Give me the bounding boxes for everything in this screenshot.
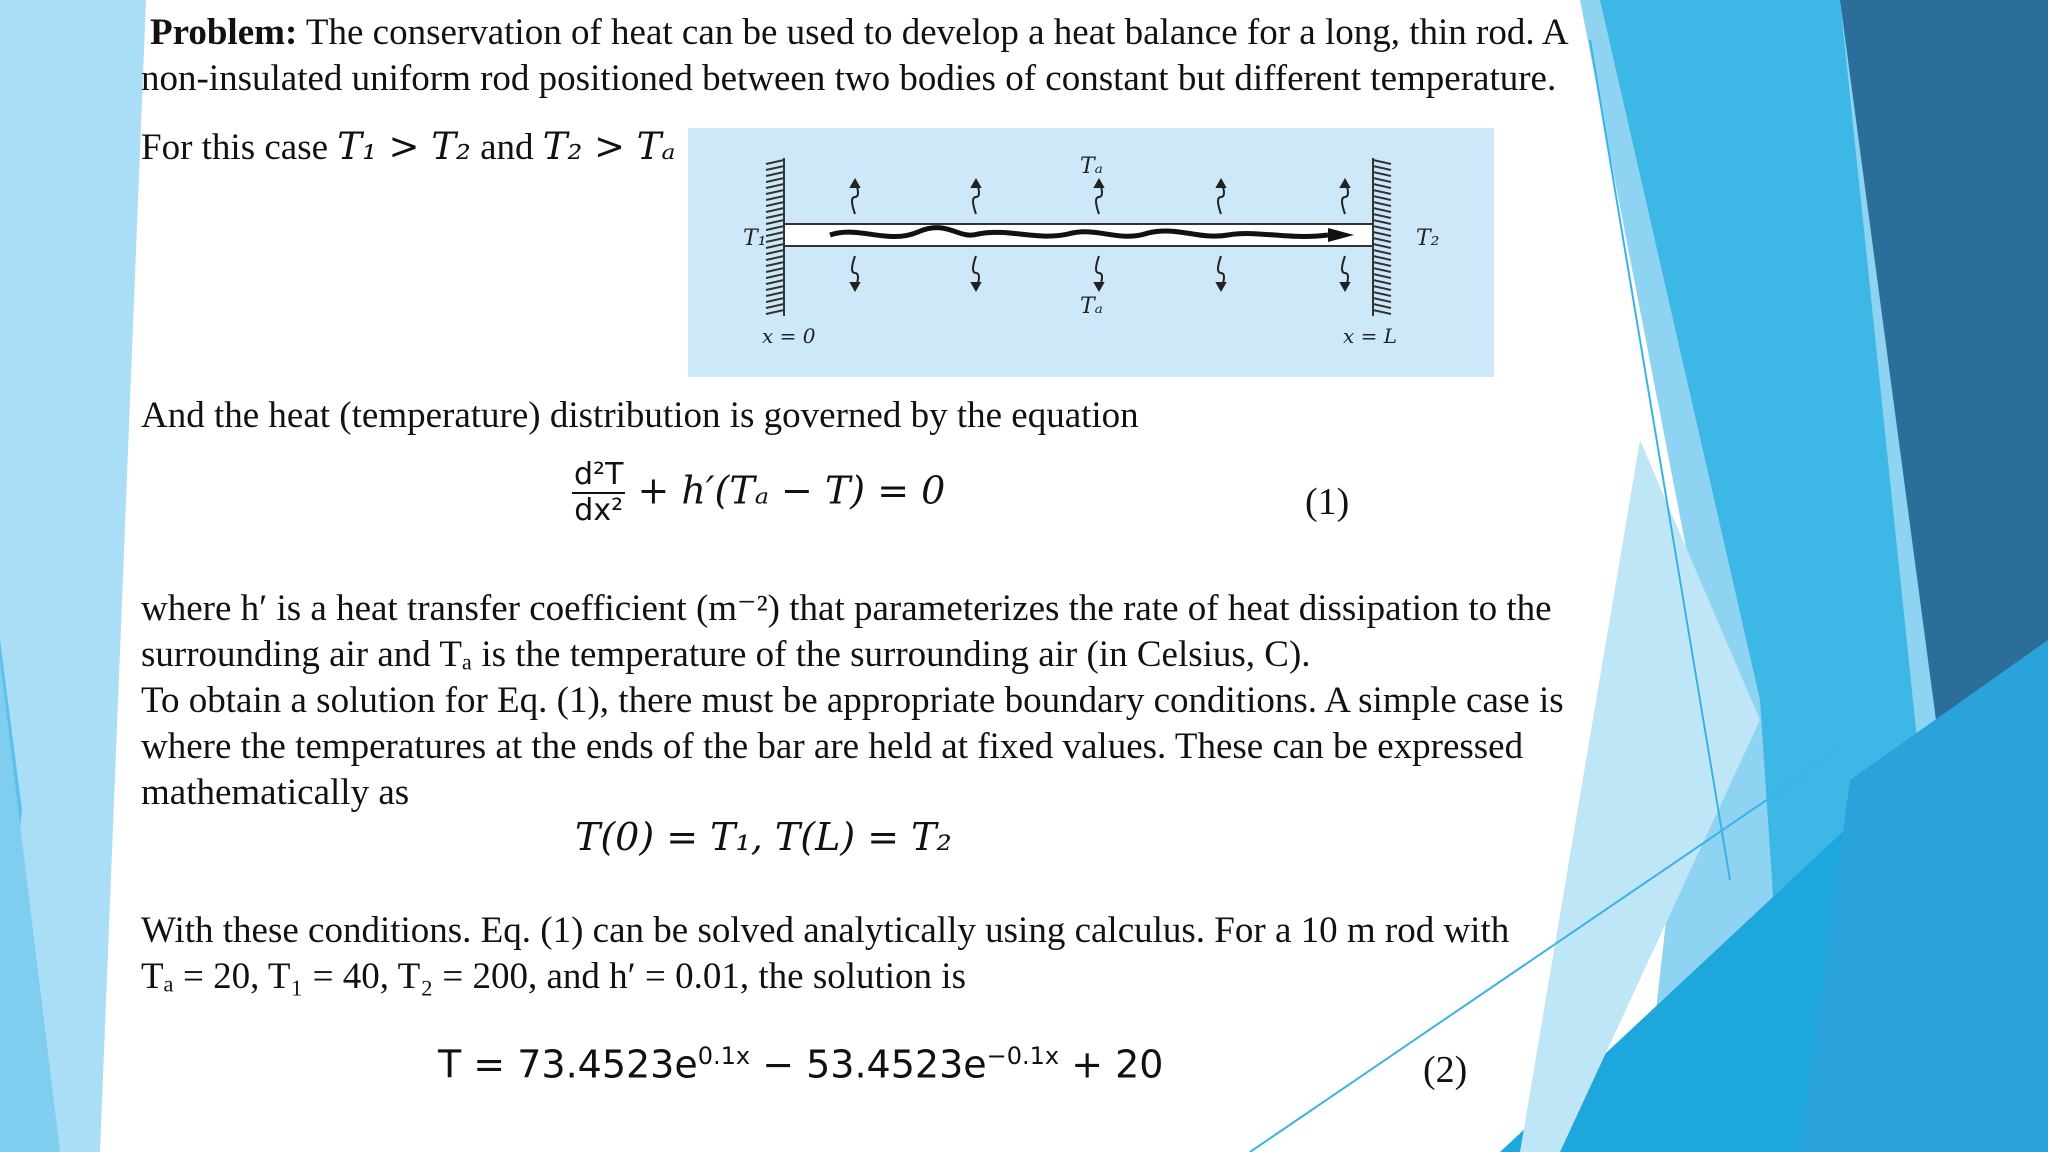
- eq1-fraction: [572, 458, 625, 528]
- problem-label: Problem:: [150, 12, 298, 53]
- wall-hatch-line: [766, 190, 784, 194]
- wall-hatch-line: [766, 160, 784, 164]
- wall-hatch-line: [766, 256, 784, 260]
- wall-hatch-line: [1373, 172, 1391, 176]
- equation-2-number: (2): [1423, 1049, 1468, 1091]
- wall-hatch-line: [1373, 202, 1391, 206]
- label-T1: T₁: [743, 226, 767, 251]
- wall-hatch-line: [1373, 178, 1391, 182]
- wall-hatch-line: [766, 292, 784, 296]
- label-x0: x = 0: [762, 324, 816, 348]
- wall-hatch-line: [1373, 232, 1391, 236]
- wall-hatch-line: [766, 232, 784, 236]
- wall-hatch-line: [1373, 256, 1391, 260]
- boundary-equation: T(0) = T₁, T(L) = T₂: [575, 815, 952, 859]
- case-line: [141, 124, 675, 171]
- left-wall: [766, 158, 784, 316]
- wall-hatch-line: [1373, 274, 1391, 278]
- label-xL: x = L: [1343, 324, 1398, 348]
- where-line-1: where h′ is a heat transfer coefficient (m⁻²) that parameterizes the rate of heat dissipation to the: [141, 588, 1552, 629]
- wall-hatch-line: [1373, 280, 1391, 284]
- where-line-5: mathematically as: [141, 772, 410, 813]
- wall-hatch-line: [1373, 214, 1391, 218]
- wall-hatch-line: [766, 268, 784, 272]
- wall-hatch-line: [1373, 304, 1391, 308]
- eq2-part-1: T = 73.4523e: [438, 1042, 698, 1087]
- wall-hatch-line: [766, 208, 784, 212]
- wall-hatch-line: [1373, 262, 1391, 266]
- wall-hatch-line: [766, 196, 784, 200]
- eq2-exponent-1: 0.1x: [697, 1042, 751, 1070]
- wall-hatch-line: [1373, 250, 1391, 254]
- wall-hatch-line: [1373, 238, 1391, 242]
- label-Ta-bottom: Tₐ: [1080, 294, 1103, 319]
- convection-arrowhead: [1095, 283, 1103, 290]
- wall-hatch-line: [766, 214, 784, 218]
- wall-hatch-line: [766, 304, 784, 308]
- wall-hatch-line: [766, 178, 784, 182]
- wall-hatch-line: [1373, 286, 1391, 290]
- convection-arrowhead: [972, 283, 980, 290]
- where-line-2: surrounding air and Tₐ is the temperature of the surrounding air (in Celsius, C).: [141, 634, 1311, 675]
- convection-arrowhead: [1217, 180, 1225, 187]
- convection-arrowhead: [851, 180, 859, 187]
- wall-hatch-line: [1373, 310, 1391, 314]
- convection-arrowhead: [1341, 283, 1349, 290]
- case-and: and: [480, 127, 534, 168]
- wall-hatch-line: [766, 250, 784, 254]
- wall-hatch-line: [1373, 220, 1391, 224]
- wall-hatch-line: [1373, 226, 1391, 230]
- case-prefix: For this case: [141, 127, 329, 168]
- wall-hatch-line: [766, 166, 784, 170]
- convection-arrowhead: [1095, 180, 1103, 187]
- eq1-rest: + h′(Tₐ − T) = 0: [637, 468, 946, 513]
- problem-text-1: The conservation of heat can be used to develop a heat balance for a long, thin rod. A: [305, 12, 1569, 53]
- wall-hatch-line: [1373, 166, 1391, 170]
- where-line-3: To obtain a solution for Eq. (1), there must be appropriate boundary conditions. A simple case is: [141, 680, 1564, 721]
- wall-hatch-line: [1373, 244, 1391, 248]
- wall-hatch-line: [766, 286, 784, 290]
- convection-arrowhead: [972, 180, 980, 187]
- rod-diagram-svg: [688, 128, 1494, 377]
- wall-hatch-line: [1373, 208, 1391, 212]
- convection-arrowhead: [1341, 180, 1349, 187]
- equation-1: [572, 458, 945, 528]
- case-condition-2: T₂ > Tₐ: [542, 125, 676, 168]
- wall-hatch-line: [766, 238, 784, 242]
- wall-hatch-line: [766, 298, 784, 302]
- wall-hatch-line: [1373, 268, 1391, 272]
- problem-line-1: [150, 10, 1569, 56]
- eq1-denominator: dx²: [574, 493, 624, 528]
- label-T2: T₂: [1416, 226, 1440, 251]
- wall-hatch-line: [766, 310, 784, 314]
- wall-hatch-line: [766, 184, 784, 188]
- wall-hatch-line: [766, 262, 784, 266]
- wall-hatch-line: [766, 274, 784, 278]
- eq2-part-3: + 20: [1059, 1042, 1164, 1087]
- wall-hatch-line: [766, 220, 784, 224]
- eq2-part-2: − 53.4523e: [750, 1042, 987, 1087]
- wall-hatch-line: [1373, 160, 1391, 164]
- where-line-4: where the temperatures at the ends of the bar are held at fixed values. These can be expressed: [141, 726, 1524, 767]
- eq1-numerator: d²T: [574, 457, 624, 492]
- equation-2: [438, 1042, 1163, 1087]
- right-wall: [1373, 158, 1391, 316]
- wall-hatch-line: [1373, 190, 1391, 194]
- wall-hatch-line: [766, 280, 784, 284]
- conditions-line-2: Tₐ = 20, T₁ = 40, T₂ = 200, and h′ = 0.01, the solution is: [141, 956, 966, 997]
- problem-line-2: non-insulated uniform rod positioned between two bodies of constant but different temperature.: [141, 58, 1557, 99]
- wall-hatch-line: [766, 226, 784, 230]
- governed-text: And the heat (temperature) distribution is governed by the equation: [141, 395, 1139, 436]
- convection-arrowhead: [851, 283, 859, 290]
- case-condition-1: T₁ > T₂: [337, 125, 471, 168]
- wall-hatch-line: [1373, 184, 1391, 188]
- wall-hatch-line: [1373, 196, 1391, 200]
- wall-hatch-line: [766, 244, 784, 248]
- equation-1-number: (1): [1305, 481, 1350, 523]
- wall-hatch-line: [766, 202, 784, 206]
- wall-hatch-line: [766, 172, 784, 176]
- convection-arrowhead: [1217, 283, 1225, 290]
- label-Ta-top: Tₐ: [1080, 154, 1103, 179]
- wall-hatch-line: [1373, 292, 1391, 296]
- rod-diagram: [688, 128, 1494, 377]
- conditions-line-1: With these conditions. Eq. (1) can be solved analytically using calculus. For a 10 m rod with: [141, 910, 1510, 951]
- eq2-exponent-2: −0.1x: [986, 1042, 1060, 1070]
- wall-hatch-line: [1373, 298, 1391, 302]
